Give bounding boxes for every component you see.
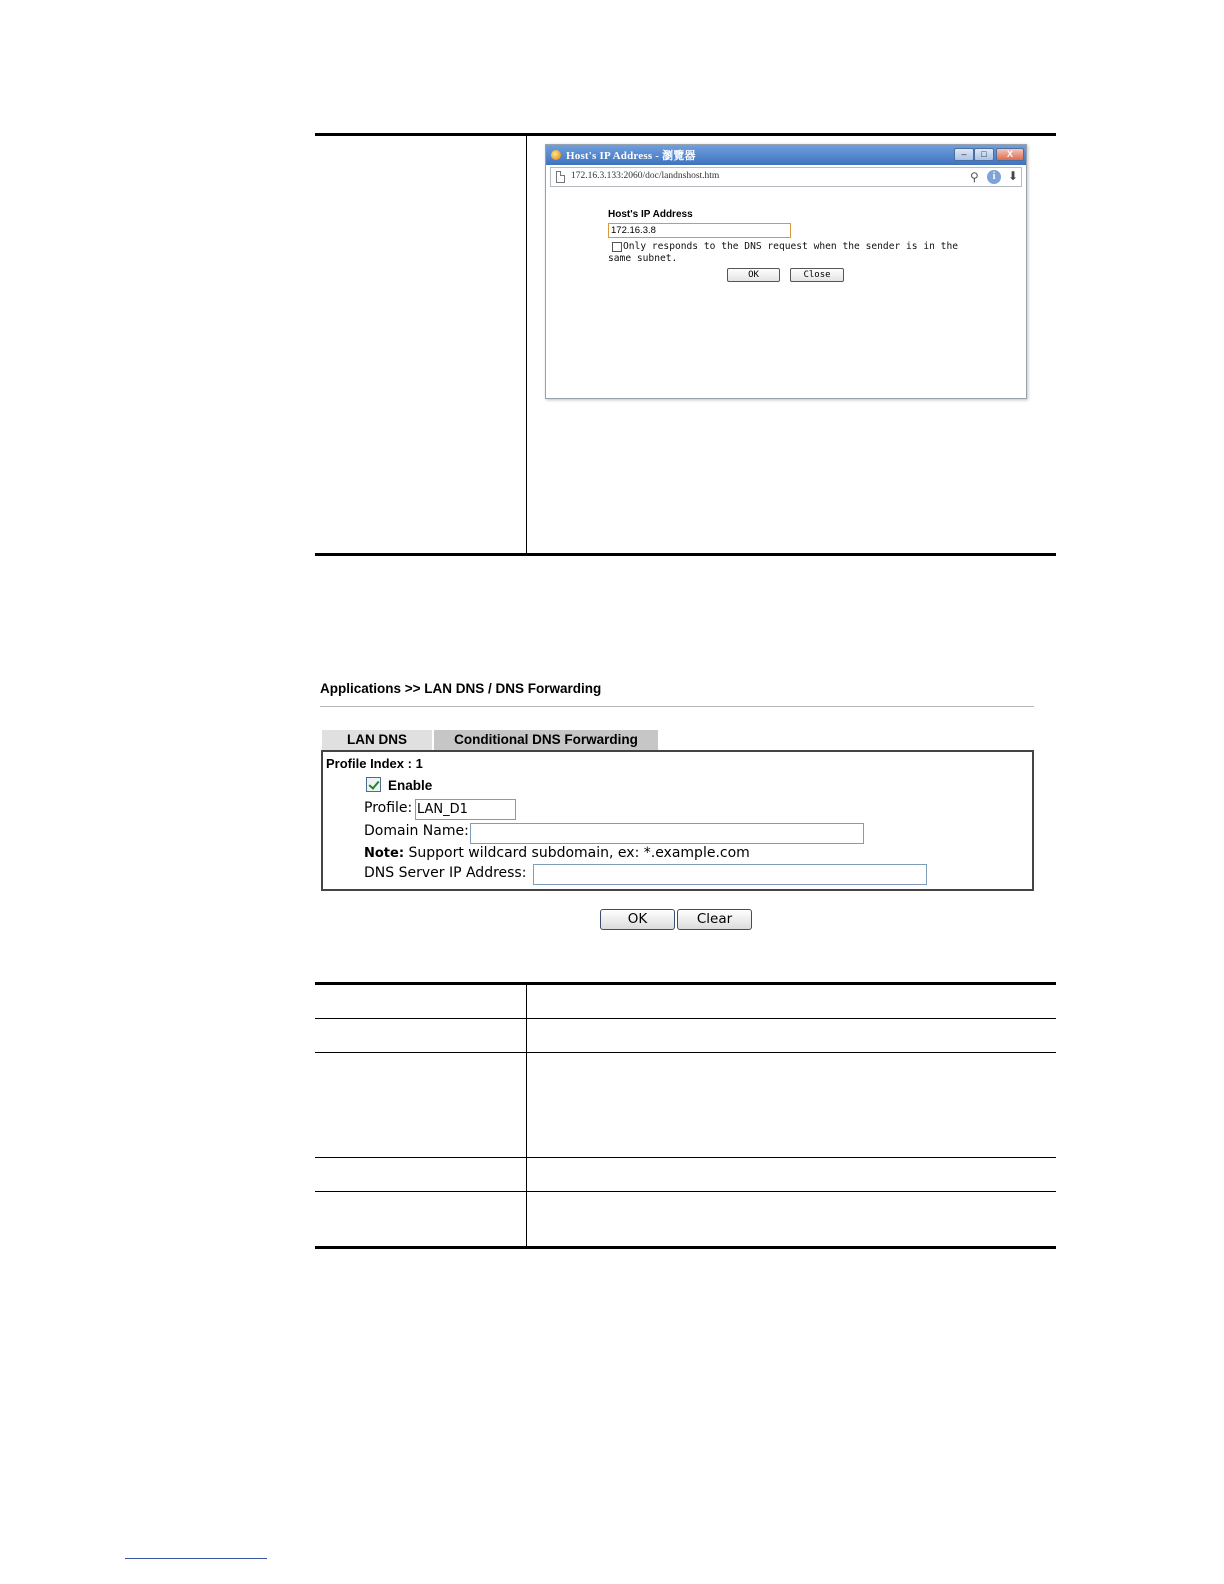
- address-url: 172.16.3.133:2060/doc/landnshost.htm: [571, 171, 720, 181]
- conditional-dns-form: [321, 750, 1034, 891]
- popup-title: Host's IP Address - 瀏覽器: [566, 150, 696, 162]
- popup-close-button[interactable]: Close: [790, 268, 844, 282]
- table-column-divider: [526, 985, 527, 1246]
- host-ip-input[interactable]: [608, 223, 791, 238]
- table-row-divider: [315, 1191, 1056, 1192]
- domain-name-label: Domain Name:: [364, 823, 469, 839]
- note-bold-label: Note:: [364, 846, 405, 861]
- domain-name-input[interactable]: [470, 823, 864, 844]
- close-window-icon[interactable]: X: [996, 148, 1024, 161]
- note-text: Support wildcard subdomain, ex: *.example.com: [408, 845, 750, 861]
- popup-ok-button[interactable]: OK: [727, 268, 780, 282]
- address-bar[interactable]: [550, 167, 1022, 187]
- ok-button[interactable]: OK: [600, 909, 675, 930]
- table-column-divider: [526, 136, 527, 553]
- host-ip-popup-window: [545, 144, 1027, 399]
- profile-index-label: Profile Index : 1: [326, 756, 423, 771]
- minimize-icon[interactable]: –: [954, 148, 974, 161]
- popup-titlebar: [546, 145, 1026, 165]
- table-row-divider: [315, 1018, 1056, 1019]
- table-row-divider: [315, 1157, 1056, 1158]
- wildcard-note: [364, 845, 750, 861]
- footnote-link-underline: [125, 1558, 267, 1559]
- clear-button[interactable]: Clear: [677, 909, 752, 930]
- enable-checkbox[interactable]: [366, 777, 381, 792]
- info-icon[interactable]: i: [987, 170, 1001, 184]
- dns-server-ip-input[interactable]: [533, 864, 927, 885]
- same-subnet-checkbox-label: Only responds to the DNS request when the sender is in the same subnet.: [608, 241, 959, 264]
- profile-input[interactable]: [415, 799, 516, 820]
- enable-label: Enable: [388, 778, 433, 793]
- breadcrumb: Applications >> LAN DNS / DNS Forwarding: [320, 681, 602, 696]
- tab-lan-dns[interactable]: LAN DNS: [322, 730, 432, 750]
- host-ip-field-label: Host's IP Address: [608, 209, 693, 220]
- maximize-icon[interactable]: □: [974, 148, 994, 161]
- browser-app-icon: [551, 150, 561, 160]
- bottom-description-table: [315, 982, 1056, 1249]
- zoom-icon[interactable]: ⚲: [970, 170, 979, 184]
- profile-label: Profile:: [364, 800, 413, 816]
- download-arrow-icon[interactable]: ⬇: [1008, 169, 1019, 183]
- dns-server-ip-label: DNS Server IP Address:: [364, 865, 527, 881]
- tab-conditional-dns-forwarding[interactable]: Conditional DNS Forwarding: [434, 730, 658, 750]
- page-icon: [556, 171, 565, 183]
- table-row-divider: [315, 1052, 1056, 1053]
- breadcrumb-divider: [320, 706, 1034, 707]
